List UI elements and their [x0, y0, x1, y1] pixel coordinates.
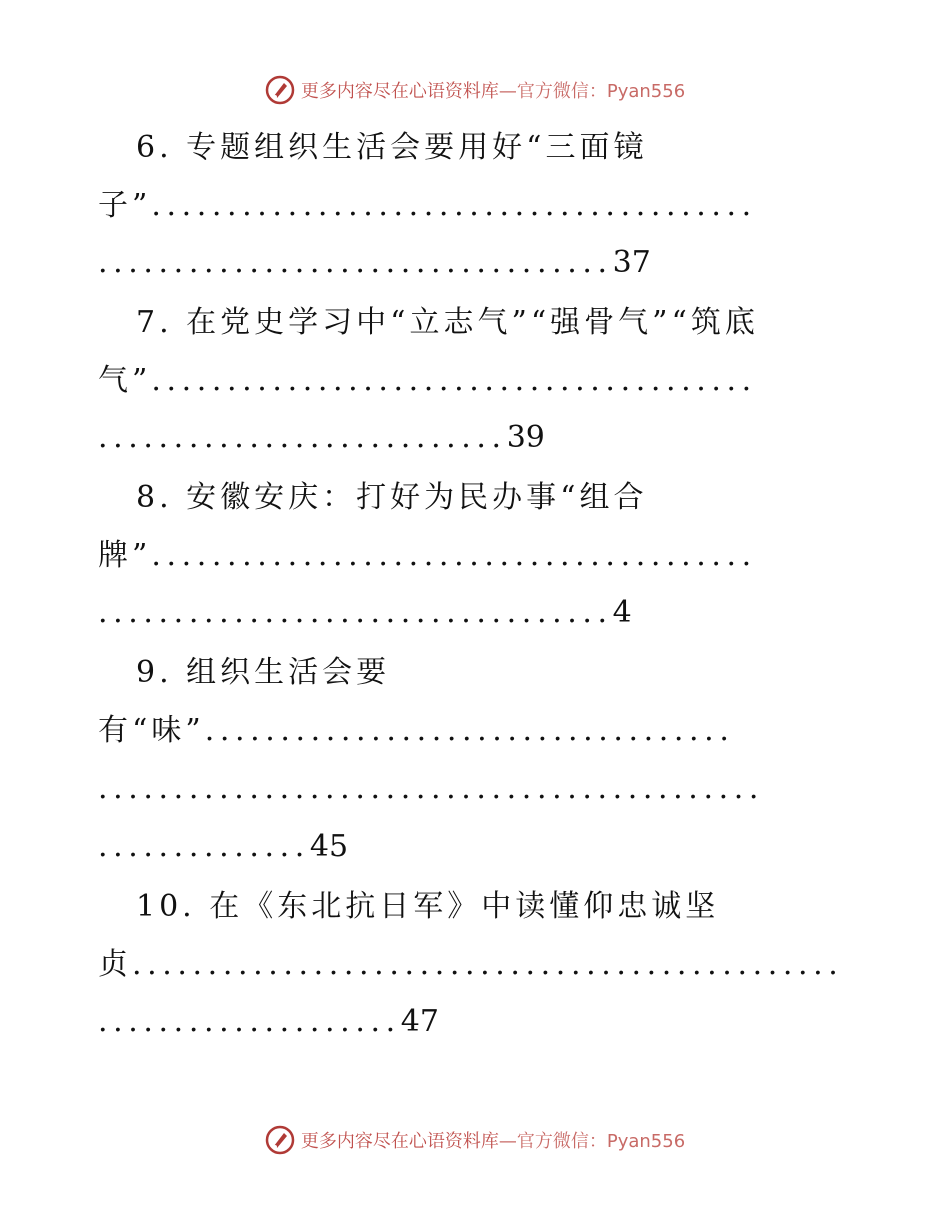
toc-entry-title-end: 贞: [98, 947, 132, 982]
toc-entry-continuation: [98, 945, 843, 985]
toc-leader-dots: ....................: [98, 1004, 401, 1039]
pen-logo-icon: [265, 75, 295, 105]
toc-entry-continuation: [98, 536, 843, 576]
toc-leader-dots: ..................................: [98, 595, 613, 630]
toc-entry-title: 7. 在党史学习中“立志气”“强骨气”“筑底: [136, 305, 759, 340]
toc-entry-leader-line: [98, 243, 843, 283]
watermark-text: 更多内容尽在心语资料库: [300, 81, 499, 102]
watermark-footer: [0, 1120, 950, 1160]
toc-entry-title-end: 有“味”: [98, 713, 205, 748]
toc-entry-title-end: 子”: [98, 188, 152, 223]
toc-leader-dots: ..............: [98, 829, 310, 864]
watermark-wechat: —官方微信：Pyan556: [498, 1131, 686, 1152]
toc-leader-dots: ...............................................: [132, 947, 843, 982]
toc-entry-continuation: [98, 361, 843, 401]
toc-page-number: 45: [309, 829, 349, 864]
toc-entry-leader-line: [98, 827, 843, 867]
watermark-wechat: —官方微信：Pyan556: [498, 81, 686, 102]
toc-leader-dots: ........................................: [151, 363, 757, 398]
toc-entry-title-end: 气”: [98, 363, 152, 398]
pen-logo-icon: [265, 1125, 295, 1155]
toc-entry-title: 6. 专题组织生活会要用好“三面镜: [136, 130, 648, 165]
toc-entry-continuation: [98, 186, 843, 226]
toc-leader-dots: ...........................: [98, 420, 507, 455]
toc-entry-leader-line: [98, 418, 843, 458]
toc-leader-dots: ..................................: [98, 245, 613, 280]
toc-entry-leader-line: [98, 593, 843, 633]
toc-leader-dots: ...................................: [204, 713, 735, 748]
toc-page-number: 47: [400, 1004, 439, 1039]
toc-entry-continuation: [98, 711, 843, 751]
toc-entry-title: 10. 在《东北抗日军》中读懂仰忠诚坚: [136, 889, 720, 924]
toc-leader-dots: ........................................: [151, 188, 757, 223]
toc-entry-leader-line: [98, 1002, 843, 1042]
watermark-header: [0, 70, 950, 110]
toc-entry-title: 8. 安徽安庆：打好为民办事“组合: [136, 480, 648, 515]
toc-entry-title: 9. 组织生活会要: [136, 655, 391, 690]
toc-leader-dots: ........................................: [151, 538, 757, 573]
toc-page-number: 39: [506, 420, 545, 455]
toc-page-number: 37: [612, 245, 651, 280]
toc-entry-title-end: 牌”: [98, 538, 152, 573]
toc-page-number: 4: [612, 595, 632, 630]
watermark-text: 更多内容尽在心语资料库: [300, 1131, 499, 1152]
toc-leader-dots: ............................................: [98, 771, 764, 806]
toc-entry-leader-line: [98, 769, 843, 809]
